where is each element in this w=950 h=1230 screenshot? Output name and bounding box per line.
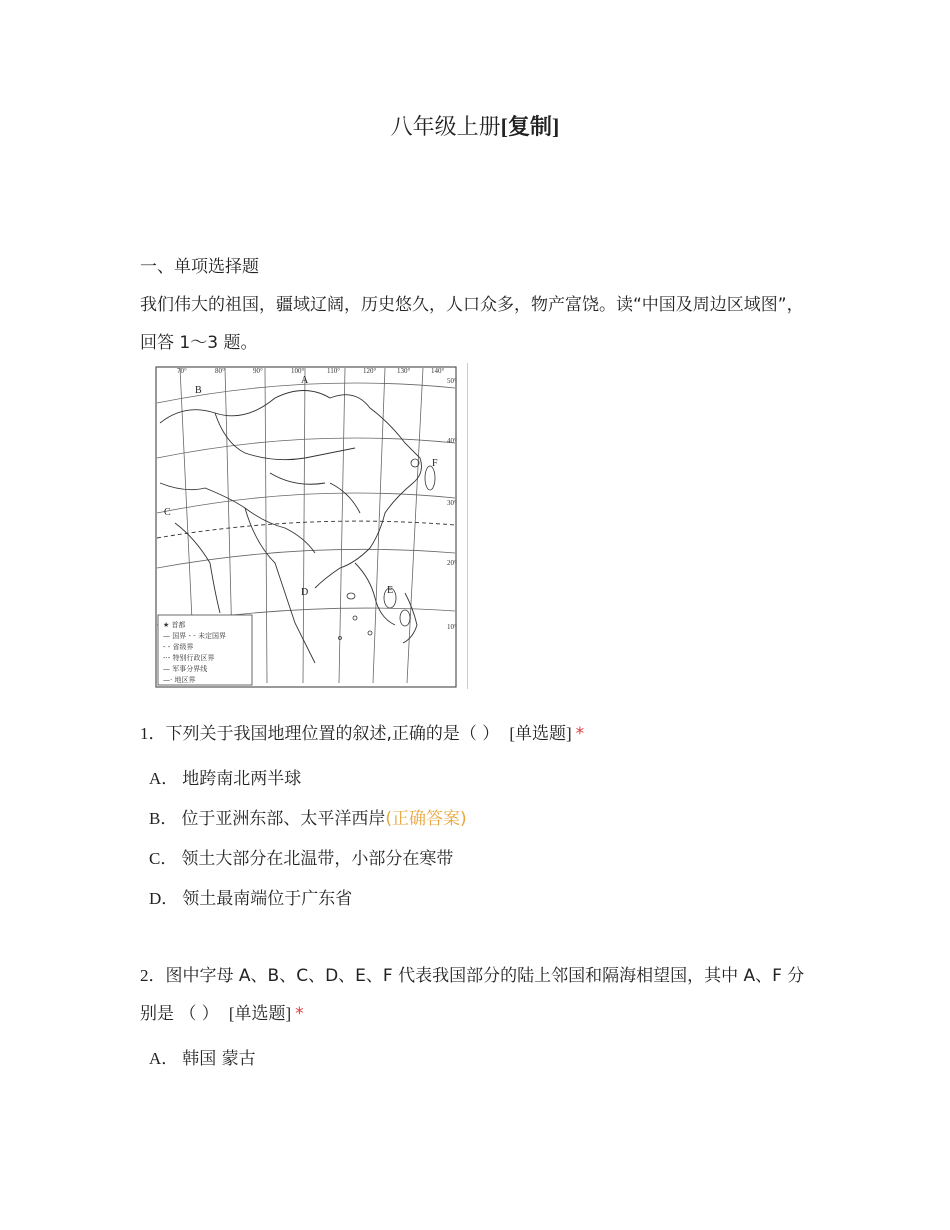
map-lon-label: 90°	[253, 367, 263, 375]
question-1	[140, 715, 810, 753]
question-text: 图中字母 A、B、C、D、E、F 代表我国部分的陆上邻国和隔海相望国，其中 A、F 分别是 （ ）	[140, 966, 805, 1024]
map-lon-label: 100°	[291, 367, 305, 375]
map-lat-label: 20°	[447, 559, 457, 567]
map-letter-f: F	[432, 458, 438, 469]
correct-answer-label: (正确答案)	[385, 809, 467, 829]
map-letter-b: B	[195, 385, 202, 396]
page-title	[0, 110, 950, 141]
map-lon-label: 130°	[397, 367, 411, 375]
map-legend-item: -·- 特别行政区界	[163, 654, 215, 662]
map-letter-e: E	[387, 585, 394, 596]
map-letter-c: C	[164, 507, 171, 518]
title-suffix: [复制]	[500, 114, 560, 139]
option-text: 领土最南端位于广东省	[182, 889, 353, 909]
option-b[interactable]	[149, 805, 467, 833]
option-a[interactable]	[149, 1045, 256, 1073]
question-2	[140, 957, 810, 1033]
question-type: [单选题]	[228, 1004, 292, 1023]
map-legend-item: - - 省级界	[163, 643, 194, 651]
question-number: 2．	[140, 966, 166, 985]
map-legend-item: ★ 首都	[163, 621, 186, 629]
option-letter: A．	[149, 1049, 179, 1068]
title-main: 八年级上册	[390, 115, 501, 140]
option-text: 地跨南北两半球	[182, 769, 302, 789]
map-lat-label: 30°	[447, 499, 457, 507]
required-marker: *	[295, 1004, 304, 1024]
option-letter: C．	[149, 849, 178, 868]
question-text: 下列关于我国地理位置的叙述,正确的是（ ）	[165, 724, 500, 744]
option-text: 位于亚洲东部、太平洋西岸	[181, 809, 386, 829]
map-lat-label: 40°	[447, 437, 457, 445]
map-letter-a: A	[301, 375, 309, 386]
section-heading: 一、单项选择题	[140, 257, 259, 277]
option-letter: A．	[149, 769, 179, 788]
map-letter-d: D	[301, 587, 309, 598]
map-lat-label: 50°	[447, 377, 457, 385]
question-number: 1．	[140, 724, 166, 743]
map-lon-label: 110°	[327, 367, 341, 375]
map-legend-item: — 国界 - - 未定国界	[163, 632, 226, 640]
map-svg	[155, 363, 467, 689]
option-letter: B．	[149, 809, 178, 828]
map-lon-label: 140°	[431, 367, 445, 375]
option-letter: D．	[149, 889, 179, 908]
option-text: 领土大部分在北温带，小部分在寒带	[181, 849, 454, 869]
map-legend-item: —· 地区界	[163, 676, 196, 684]
map-lon-label: 120°	[363, 367, 377, 375]
required-marker: *	[575, 724, 585, 744]
option-d[interactable]	[149, 885, 352, 913]
option-c[interactable]	[149, 845, 453, 873]
option-text: 韩国 蒙古	[182, 1049, 256, 1069]
question-type: [单选题]	[509, 724, 572, 743]
map-lon-label: 80°	[215, 367, 225, 375]
china-region-map	[155, 363, 468, 689]
map-lat-label: 10°	[447, 623, 457, 631]
option-a[interactable]	[149, 765, 301, 793]
map-lon-label: 70°	[177, 367, 187, 375]
map-legend-item: — 军事分界线	[163, 665, 208, 673]
intro-paragraph: 我们伟大的祖国，疆域辽阔，历史悠久，人口众多，物产富饶。读“中国及周边区域图”，回答 1～3 题。	[140, 295, 804, 353]
